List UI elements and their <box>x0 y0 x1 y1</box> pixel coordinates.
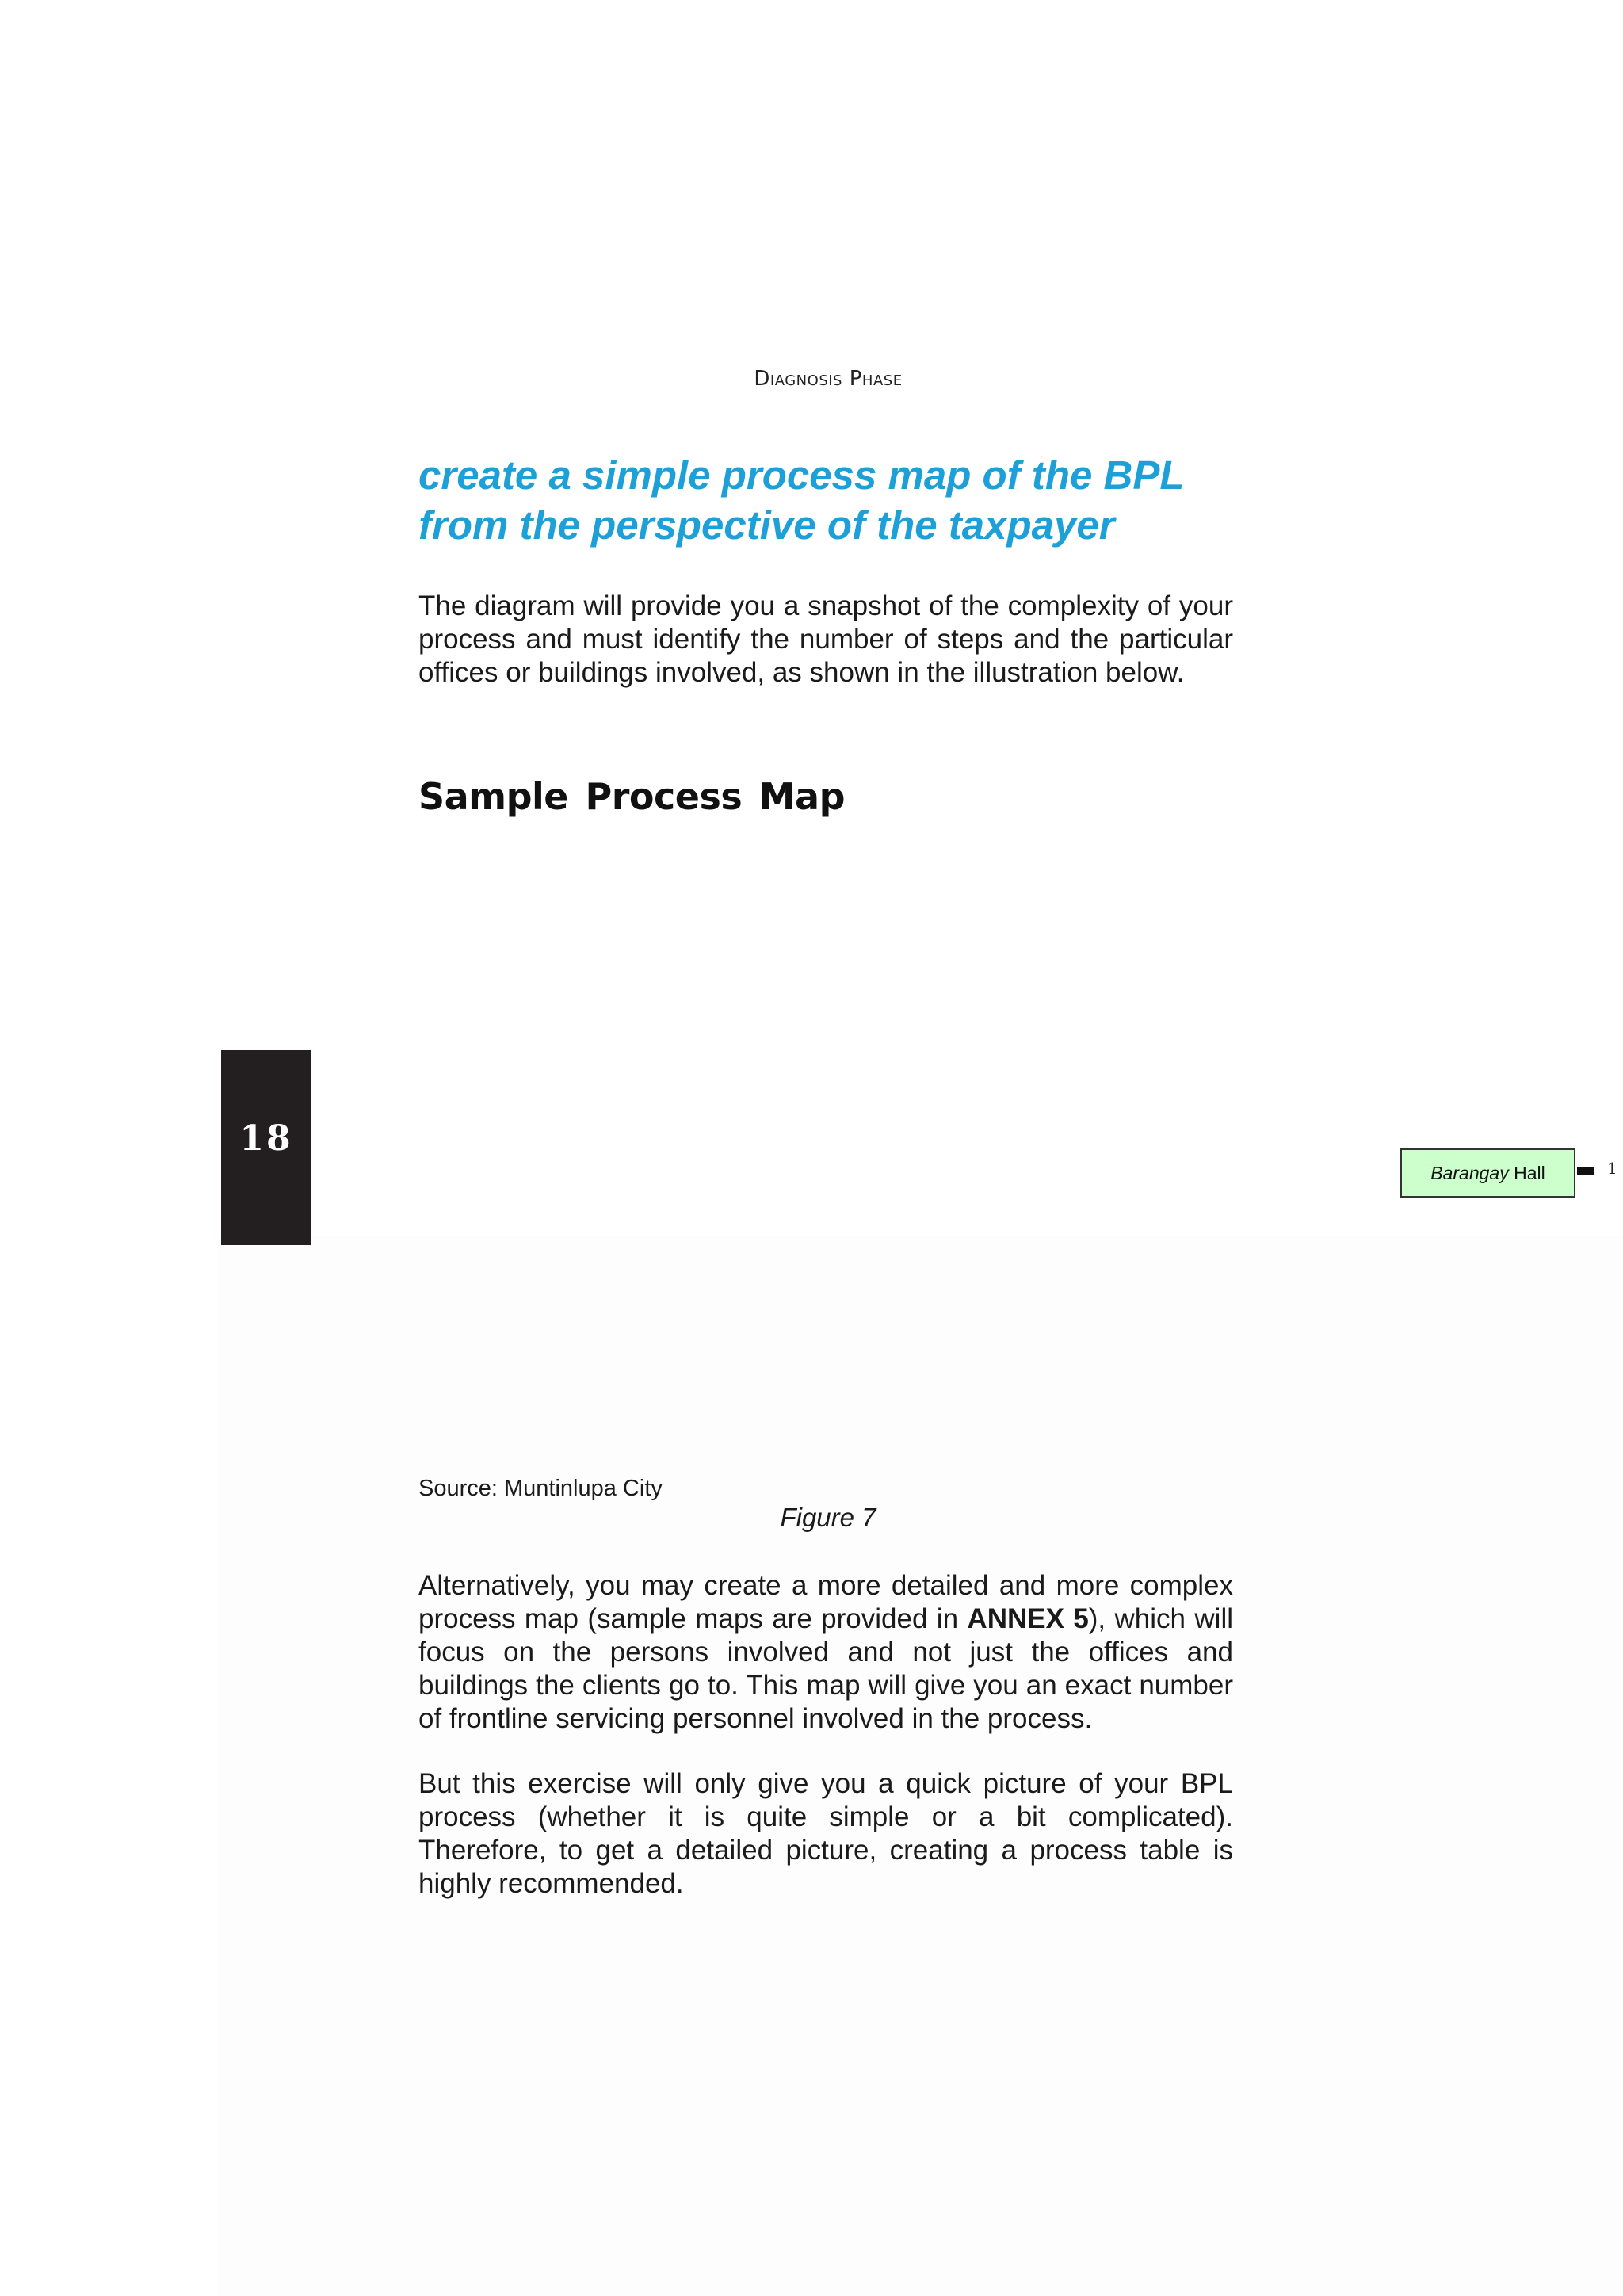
section-heading: create a simple process map of the BPL from the perspective of the taxpayer <box>418 453 1184 548</box>
process-map-node-barangay-hall <box>1400 1148 1575 1198</box>
alternative-paragraph-part2: ), which will focus on the persons involved and not just the offices and buildings the clients go to. This map will give you an exact number of frontline servicing personnel involved in the process. <box>418 1603 1233 1734</box>
alternative-paragraph-part1: Alternatively, you may create a more detailed and more complex process map (sample maps are provided in <box>418 1570 1233 1634</box>
page-number: 18 <box>239 1118 293 1159</box>
figure-source: Source: Muntinlupa City <box>418 1476 663 1501</box>
intro-paragraph: The diagram will provide you a snapshot of the complexity of your process and must identify the number of steps and the particular offices or buildings involved, as shown in the illustration below. <box>418 590 1233 688</box>
process-map-connector <box>1577 1167 1594 1175</box>
page-background-shade <box>218 1236 1623 2296</box>
alternative-paragraph <box>418 1569 1233 1736</box>
annex-reference: ANNEX 5 <box>967 1603 1089 1634</box>
running-header: Diagnosis Phase <box>754 367 903 391</box>
node-label-italic: Barangay <box>1430 1162 1509 1183</box>
page-number-tab <box>221 1050 311 1245</box>
sample-process-map-heading: Sample Process Map <box>418 775 845 818</box>
process-map-step-number: 1 <box>1607 1159 1617 1178</box>
node-label-rest: Hall <box>1508 1162 1545 1183</box>
figure-caption: Figure 7 <box>780 1503 876 1532</box>
closing-paragraph: But this exercise will only give you a quick picture of your BPL process (whether it is quite simple or a bit complicated). Therefore, to get a detailed picture, creating a process table is highly recommended. <box>418 1768 1233 1899</box>
